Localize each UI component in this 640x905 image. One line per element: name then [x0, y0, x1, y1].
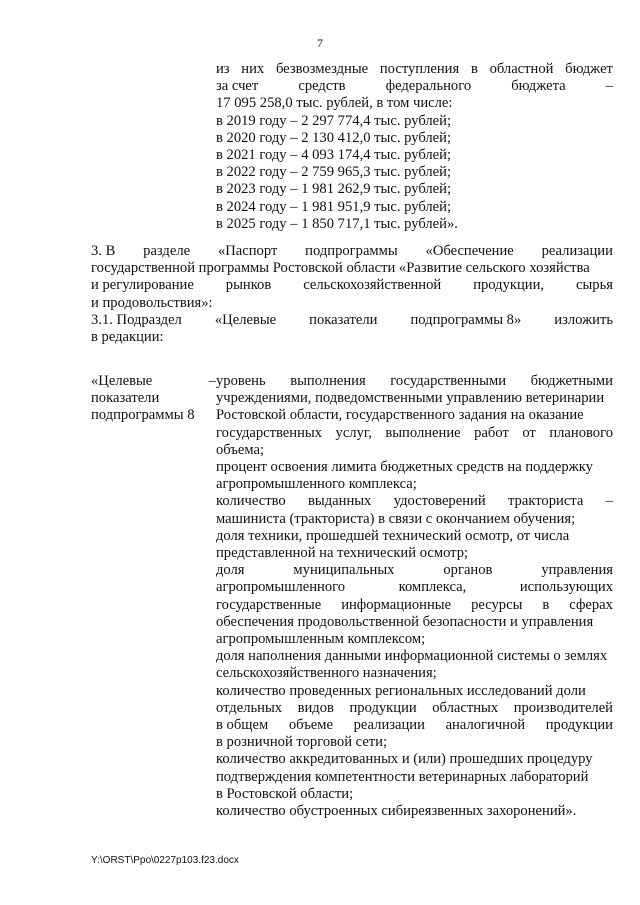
- text-fragment: федерального: [385, 78, 472, 95]
- text-fragment: в розничной торговой сети;: [216, 734, 388, 751]
- text-fragment: агропромышленного: [216, 579, 346, 596]
- text-fragment: муниципальных: [293, 562, 395, 579]
- text-fragment: доля: [216, 562, 245, 579]
- text-line: [216, 78, 613, 95]
- text-line: [216, 631, 613, 648]
- text-fragment: работ: [474, 424, 509, 441]
- text-fragment: выполнения: [290, 373, 366, 389]
- text-fragment: реализации: [541, 243, 613, 259]
- text-fragment: видов: [297, 699, 334, 716]
- text-fragment: агропромышленным комплексом;: [216, 631, 426, 648]
- text-line: [216, 459, 613, 476]
- text-fragment: средств: [298, 78, 346, 95]
- text-fragment: них: [241, 61, 265, 77]
- text-fragment: реализации: [353, 717, 425, 734]
- text-fragment: подпрограммы 8: [91, 407, 195, 424]
- text-fragment: уровень: [216, 373, 266, 389]
- section-3-text: [91, 243, 613, 346]
- text-fragment: в: [470, 61, 478, 77]
- text-fragment: в редакции:: [91, 329, 164, 346]
- text-fragment: в 2025 году – 1 850 717,1 тыс. рублей».: [216, 215, 458, 232]
- text-fragment: в 2023 году – 1 981 262,9 тыс. рублей;: [216, 181, 452, 198]
- text-fragment: сырья: [576, 277, 613, 294]
- text-line: [216, 95, 613, 112]
- text-fragment: в 2020 году – 2 130 412,0 тыс. рублей;: [216, 129, 452, 146]
- text-fragment: государственной программы Ростовской области «Развитие сельского хозяйства: [91, 260, 590, 277]
- text-fragment: сельскохозяйственного назначения;: [216, 665, 437, 682]
- text-line: [91, 390, 216, 407]
- text-line: [91, 312, 613, 329]
- text-fragment: доля наполнения данными информационной системы о землях: [216, 648, 608, 665]
- text-line: [216, 579, 613, 596]
- text-fragment: информационные: [341, 596, 452, 613]
- text-fragment: учреждениями, подведомственными управлению ветеринарии: [216, 390, 605, 407]
- text-line: [216, 562, 613, 579]
- text-line: [216, 700, 613, 717]
- text-line: [216, 528, 613, 545]
- indicators-label: [91, 373, 216, 425]
- text-fragment: подпрограммы: [305, 243, 398, 259]
- text-fragment: объема;: [216, 441, 265, 458]
- text-fragment: 17 095 258,0 тыс. рублей, в том числе:: [216, 95, 453, 112]
- text-line: [216, 390, 613, 407]
- text-line: [91, 277, 613, 294]
- text-fragment: от: [522, 424, 536, 441]
- text-line: [91, 243, 613, 260]
- text-line: [216, 648, 613, 665]
- text-fragment: в 2021 году – 4 093 174,4 тыс. рублей;: [216, 147, 452, 164]
- text-line: [216, 734, 613, 751]
- text-fragment: 3. В: [91, 243, 116, 259]
- funding-block: [216, 61, 613, 233]
- text-line: [216, 373, 613, 390]
- text-line: [216, 147, 613, 164]
- text-line: [216, 164, 613, 181]
- text-fragment: рынков: [225, 277, 272, 294]
- text-fragment: областной: [489, 61, 554, 77]
- text-fragment: использующих: [519, 579, 613, 596]
- text-fragment: объеме: [288, 717, 333, 734]
- text-line: [216, 199, 613, 216]
- text-fragment: комплекса,: [398, 579, 467, 596]
- text-fragment: подтверждения компетентности ветеринарных лабораторий: [216, 768, 589, 785]
- text-line: [216, 717, 613, 734]
- text-fragment: продукции,: [473, 277, 545, 294]
- text-fragment: в Ростовской области;: [216, 785, 354, 802]
- text-line: [91, 329, 613, 346]
- text-line: [216, 181, 613, 198]
- text-fragment: «Паспорт: [217, 243, 278, 259]
- text-fragment: бюджета: [511, 78, 566, 95]
- text-line: [91, 295, 613, 312]
- text-line: [91, 373, 216, 390]
- text-fragment: –: [208, 373, 216, 389]
- text-fragment: количество: [216, 493, 286, 510]
- text-fragment: процент освоения лимита бюджетных средств на поддержку: [216, 459, 593, 476]
- text-fragment: количество обустроенных сибиреязвенных захоронений».: [216, 803, 577, 820]
- text-fragment: изложить: [554, 311, 613, 328]
- text-line: [216, 425, 613, 442]
- text-line: [216, 476, 613, 493]
- text-fragment: производителей: [513, 699, 613, 716]
- text-fragment: поступления: [379, 61, 460, 77]
- text-fragment: удостоверений: [393, 493, 486, 510]
- text-fragment: из: [216, 61, 230, 77]
- text-line: [216, 511, 613, 528]
- text-fragment: «Целевые: [214, 311, 277, 328]
- text-line: [216, 665, 613, 682]
- text-fragment: «Обеспечение: [425, 243, 514, 259]
- text-fragment: продукции: [545, 717, 613, 734]
- indicators-list: [216, 373, 613, 820]
- text-fragment: –: [605, 493, 613, 510]
- text-line: [216, 614, 613, 631]
- page-number: 7: [317, 36, 323, 50]
- text-line: [216, 493, 613, 510]
- text-line: [91, 407, 216, 424]
- text-fragment: Ростовской области, государственного задания на оказание: [216, 407, 584, 424]
- text-fragment: количество аккредитованных и (или) прошедших процедуру: [216, 751, 593, 768]
- text-fragment: –: [605, 78, 613, 95]
- text-fragment: продукции: [349, 699, 417, 716]
- text-line: [91, 260, 613, 277]
- text-fragment: 3.1. Подраздел: [91, 311, 182, 328]
- text-line: [216, 803, 613, 820]
- text-fragment: «Целевые: [91, 373, 153, 389]
- text-fragment: обеспечения продовольственной безопасности и управления: [216, 613, 594, 630]
- text-fragment: в: [542, 596, 550, 613]
- text-fragment: планового: [549, 424, 613, 441]
- text-fragment: бюджет: [565, 61, 613, 77]
- text-fragment: бюджетными: [530, 373, 613, 389]
- text-line: [216, 113, 613, 130]
- text-fragment: показатели: [91, 390, 160, 407]
- text-fragment: в общем: [216, 717, 269, 734]
- text-fragment: и регулирование: [91, 277, 194, 294]
- text-line: [216, 130, 613, 147]
- text-line: [216, 597, 613, 614]
- text-fragment: в 2024 году – 1 981 951,9 тыс. рублей;: [216, 198, 452, 215]
- text-line: [216, 61, 613, 78]
- text-line: [216, 545, 613, 562]
- text-fragment: государственных: [216, 424, 323, 441]
- text-fragment: в 2022 году – 2 759 965,3 тыс. рублей;: [216, 164, 452, 181]
- text-fragment: ресурсы: [471, 596, 523, 613]
- text-fragment: управления: [541, 562, 613, 579]
- text-fragment: областных: [432, 699, 499, 716]
- file-path-footer: Y:\ORST\Ppo\0227p103.f23.docx: [91, 855, 239, 866]
- text-line: [216, 216, 613, 233]
- text-line: [216, 442, 613, 459]
- text-fragment: агропромышленного комплекса;: [216, 476, 417, 493]
- text-fragment: представленной на технический осмотр;: [216, 545, 469, 562]
- text-line: [216, 769, 613, 786]
- text-fragment: государственные: [216, 596, 322, 613]
- text-fragment: разделе: [143, 243, 191, 259]
- text-line: [216, 751, 613, 768]
- text-fragment: сельскохозяйственной: [303, 277, 442, 294]
- text-fragment: доля техники, прошедшей технический осмотр, от числа: [216, 527, 570, 544]
- text-line: [216, 786, 613, 803]
- text-line: [216, 407, 613, 424]
- text-fragment: услуг,: [335, 424, 372, 441]
- text-fragment: органов: [443, 562, 493, 579]
- text-fragment: аналогичной: [445, 717, 526, 734]
- text-fragment: в 2019 году – 2 297 774,4 тыс. рублей;: [216, 112, 452, 129]
- text-fragment: безвозмездные: [275, 61, 369, 77]
- text-fragment: и продовольствия»:: [91, 294, 213, 311]
- text-line: [216, 683, 613, 700]
- text-fragment: отдельных: [216, 699, 283, 716]
- text-fragment: показатели: [309, 311, 378, 328]
- text-fragment: за счет: [216, 78, 259, 95]
- text-fragment: машиниста (тракториста) в связи с окончанием обучения;: [216, 510, 576, 527]
- text-fragment: количество проведенных региональных исследований доли: [216, 682, 586, 699]
- text-fragment: тракториста: [508, 493, 584, 510]
- text-fragment: выданных: [308, 493, 372, 510]
- text-fragment: подпрограммы 8»: [410, 311, 522, 328]
- text-fragment: выполнение: [385, 424, 461, 441]
- text-fragment: государственными: [390, 373, 507, 389]
- text-fragment: сферах: [569, 596, 613, 613]
